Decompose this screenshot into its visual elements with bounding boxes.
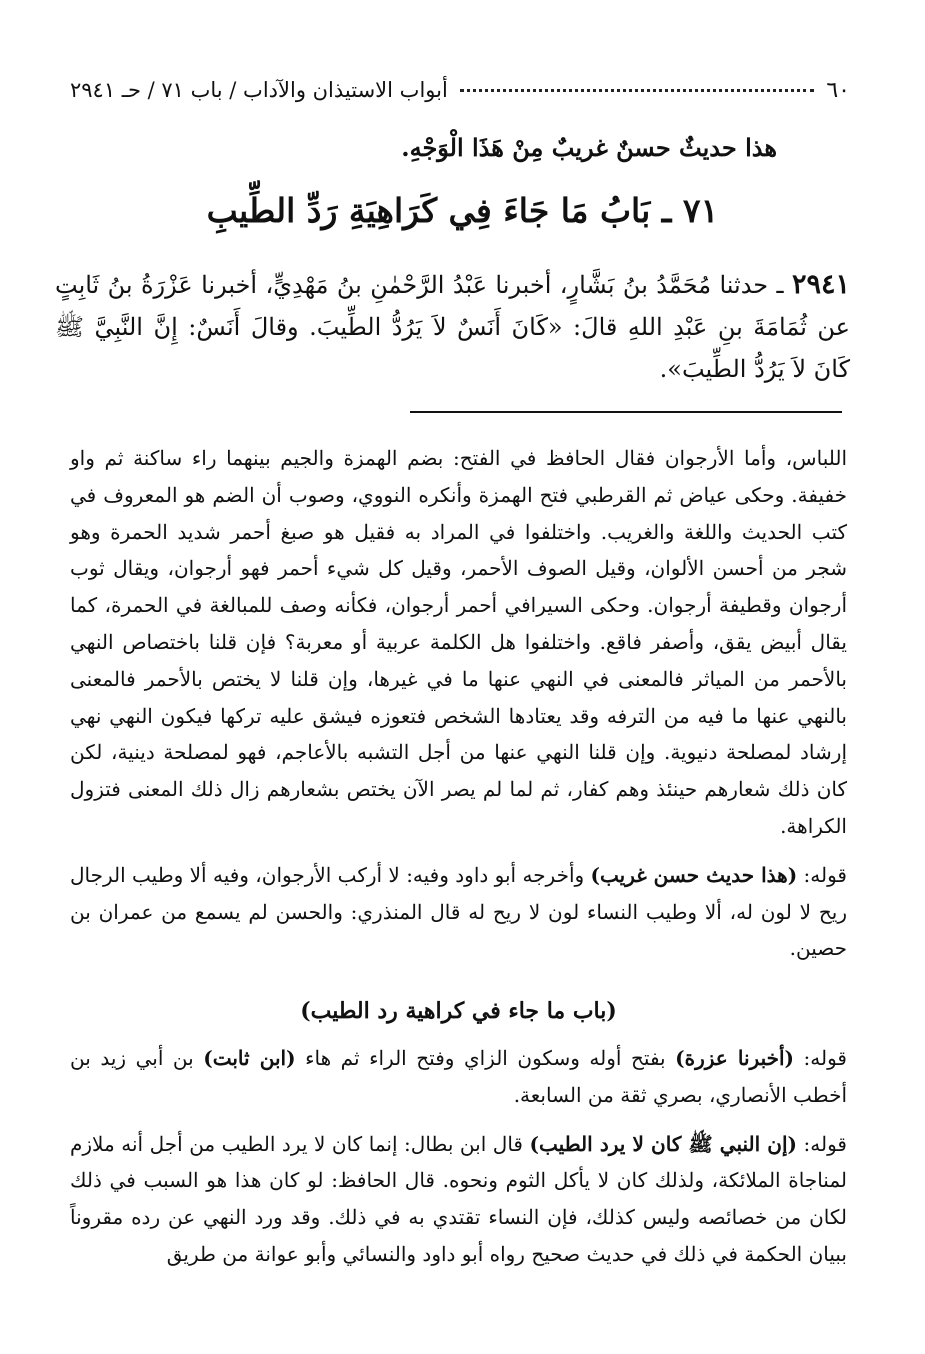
running-head [70, 78, 850, 103]
footnote-separator [410, 411, 842, 413]
quoted-phrase: (هذا حديث حسن غريب) [590, 862, 798, 887]
hadith-text: ـ حدثنا مُحَمَّدُ بنُ بَشَّارٍ، أخبرنا عَبْدُ الرَّحْمٰنِ بنُ مَهْدِيٍّ، أخبرنا عَزْرَةُ بنُ ثَابِتٍ عن ثُمَامَةَ بنِ عَبْدِ اللهِ قالَ: «كَانَ أَنَسٌ لاَ يَرُدُّ الطِّيبَ. وقالَ أَنَسٌ: إِنَّ النَّبِيَّ ﷺ كَانَ لاَ يَرُدُّ الطِّيبَ». [55, 271, 850, 383]
hadith-grade-line: هذا حديثٌ حسنٌ غريبٌ مِنْ هَذَا الْوَجْهِ. [401, 133, 777, 162]
section-heading: (باب ما جاء في كراهية رد الطيب) [300, 998, 617, 1025]
commentary-text: بفتح أوله وسكون الزاي وفتح الراء ثم هاء [295, 1045, 676, 1070]
commentary-paragraph: اللباس، وأما الأرجوان فقال الحافظ في الفتح: بضم الهمزة والجيم بينهما راء ساكنة ثم واو خفيفة. وحكى عياض ثم القرطبي فتح الهمزة وأنكره النووي، وصوب أن الضم هو المعروف في كتب الحديث واللغة والغريب. واختلفوا في المراد به فقيل هو صبغ أحمر شديد الحمرة وهو شجر من أحسن الألوان، وقيل الصوف الأحمر، وقيل كل شيء أحمر فهو أرجوان، ويقال ثوب أرجوان وقطيفة أرجوان. وحكى السيرافي أحمر أرجوان، فكأنه وصف للمبالغة في الحمرة، كما يقال أبيض يقق، وأصفر فاقع. واختلفوا هل الكلمة عربية أو معربة؟ فإن قلنا باختصاص النهي بالأحمر من المياثر فالمعنى في النهي عنها ما في غيرها، وإن قلنا لا يختص بالأحمر فالمعنى بالنهي عنها ما فيه من الترفه وقد يعتادها الشخص فتعوزه فيشق عليه تركها فيكون النهي نهي إرشاد لمصلحة دنيوية. وإن قلنا النهي عنها من أجل التشبه بالأعاجم، فهو لمصلحة دينية، لكن كان ذلك شعارهم حينئذ وهم كفار، ثم لما لم يصر الآن يختص بشعارهم زال ذلك المعنى فتزول الكراهة. [70, 446, 847, 838]
qawluhu-lead: قوله: [797, 862, 847, 887]
chapter-title: ٧١ ـ بَابُ مَا جَاءَ فِي كَرَاهِيَةِ رَدِّ الطِّيبِ [206, 191, 719, 230]
commentary-paragraph [70, 857, 847, 967]
commentary-text: بن أبي زيد بن أخطب الأنصاري، بصري ثقة من السابعة. [70, 1045, 847, 1107]
qawluhu-lead: قوله: [794, 1045, 847, 1070]
commentary [70, 440, 847, 1273]
quoted-phrase: (ابن ثابت) [203, 1045, 296, 1070]
quoted-phrase: (إن النبي ﷺ كان لا يرد الطيب) [529, 1131, 798, 1156]
commentary-paragraph [70, 1040, 847, 1114]
qawluhu-lead: قوله: [797, 1131, 847, 1156]
hadith-block [55, 264, 850, 390]
hadith-number: ٢٩٤١ [791, 269, 850, 300]
commentary-text: قال ابن بطال: إنما كان لا يرد الطيب من أجل أنه ملازم لمناجاة الملائكة، ولذلك كان لا يأكل الثوم ونحوه. قال الحافظ: لو كان هذا هو السبب في ذلك لكان من خصائصه وليس كذلك، فإن النساء تقتدي به في ذلك. وقد ورد النهي عن رده مقروناً ببيان الحكمة في ذلك في حديث صحيح رواه أبو داود والنسائي وأبو عوانة من طريق [70, 1131, 847, 1266]
commentary-paragraph [70, 1126, 847, 1273]
running-head-title: أبواب الاستيذان والآداب / باب ٧١ / حـ ٢٩٤١ [70, 78, 448, 102]
page-number: ٦٠ [826, 78, 850, 103]
quoted-phrase: (أخبرنا عزرة) [675, 1045, 794, 1070]
dotted-leader [460, 89, 815, 92]
commentary-text: وأخرجه أبو داود وفيه: لا أركب الأرجوان، وفيه ألا وطيب الرجال ريح لا لون له، ألا وطيب النساء لون لا ريح له قال المنذري: والحسن لم يسمع من عمران بن حصين. [70, 862, 848, 961]
